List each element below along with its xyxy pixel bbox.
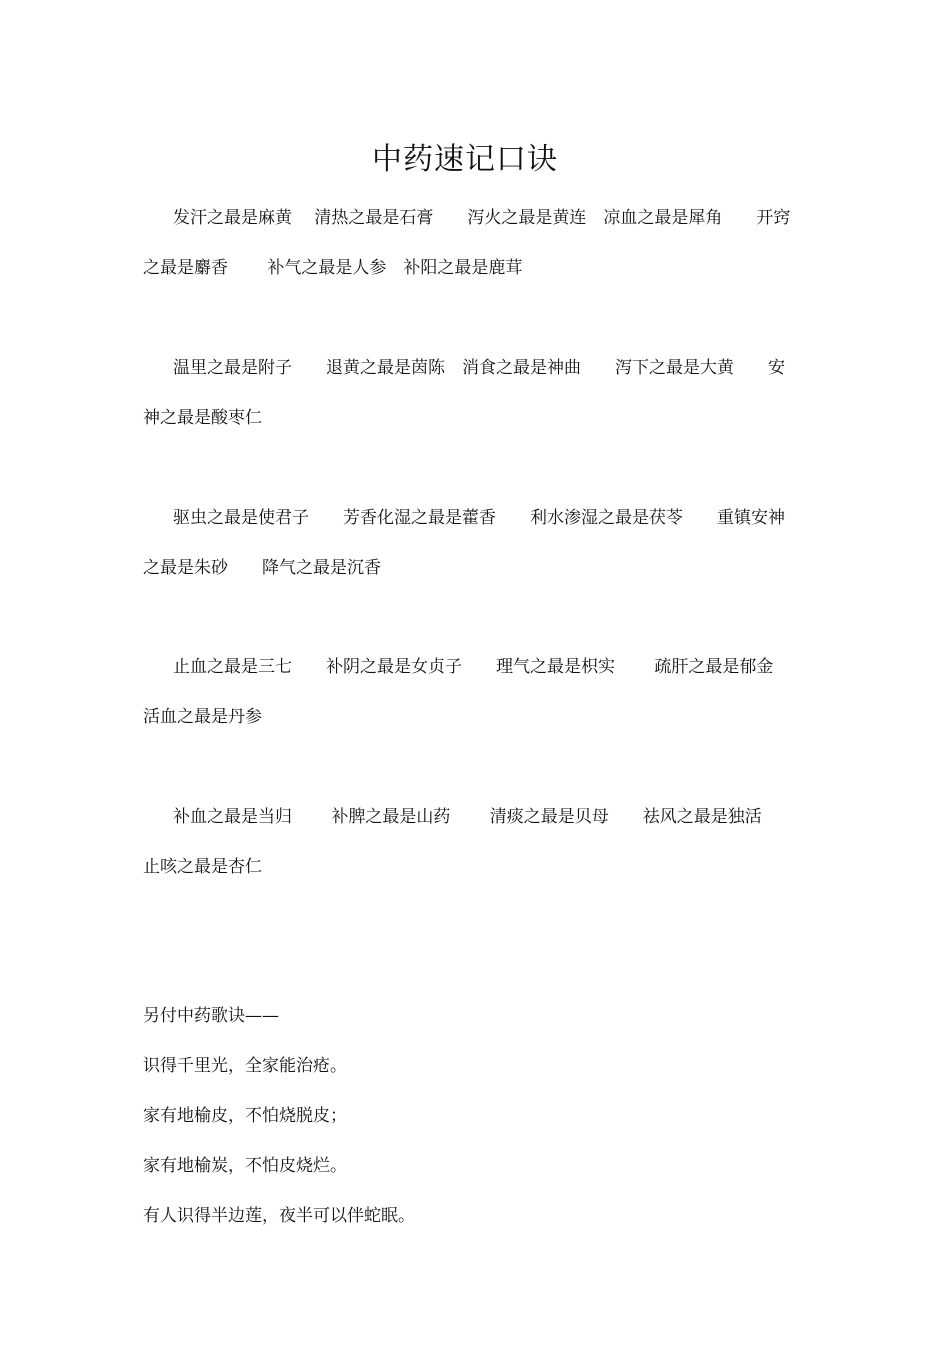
paragraph-line: 止咳之最是杏仁 <box>143 857 262 877</box>
paragraph-4 <box>143 642 813 742</box>
appendix-heading: 另付中药歌诀—— <box>143 1006 279 1026</box>
verse-line: 家有地榆皮，不怕烧脱皮； <box>143 1106 347 1126</box>
verse-line: 识得千里光，全家能治疮。 <box>143 1056 347 1076</box>
paragraph-2 <box>143 343 813 443</box>
paragraph-line: 之最是朱砂 降气之最是沉香 <box>143 558 381 578</box>
paragraph-1 <box>143 193 813 293</box>
paragraph-3 <box>143 493 813 593</box>
paragraph-line: 止血之最是三七 补阴之最是女贞子 理气之最是枳实 疏肝之最是郁金 <box>173 657 774 677</box>
paragraph-line: 驱虫之最是使君子 芳香化湿之最是藿香 利水渗湿之最是茯苓 重镇安神 <box>173 508 785 528</box>
paragraph-line: 补血之最是当归 补脾之最是山药 清痰之最是贝母 祛风之最是独活 <box>173 807 762 827</box>
paragraph-line: 之最是麝香 补气之最是人参 补阳之最是鹿茸 <box>143 258 523 278</box>
paragraph-5 <box>143 792 813 892</box>
paragraph-line: 活血之最是丹参 <box>143 707 262 727</box>
document-title: 中药速记口诀 <box>372 142 558 177</box>
paragraph-line: 温里之最是附子 退黄之最是茵陈 消食之最是神曲 泻下之最是大黄 安 <box>173 358 785 378</box>
paragraph-line: 神之最是酸枣仁 <box>143 408 262 428</box>
paragraph-line: 发汗之最是麻黄 清热之最是石膏 泻火之最是黄连 凉血之最是犀角 开窍 <box>173 208 791 228</box>
verse-line: 有人识得半边莲，夜半可以伴蛇眠。 <box>143 1206 415 1226</box>
verse-line: 家有地榆炭，不怕皮烧烂。 <box>143 1156 347 1176</box>
